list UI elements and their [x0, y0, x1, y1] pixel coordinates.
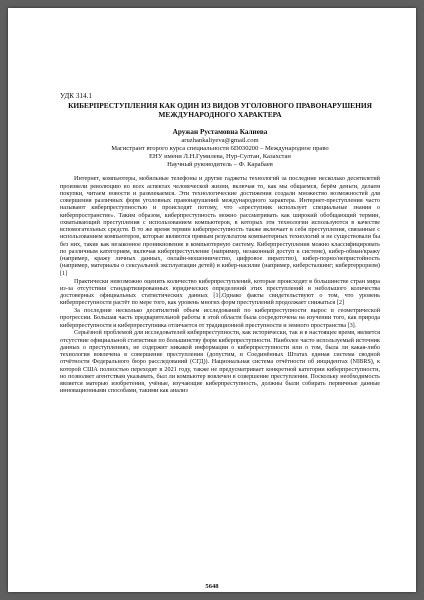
article-title: КИБЕРПРЕСТУПЛЕНИЯ КАК ОДИН ИЗ ВИДОВ УГОЛОВНОГО ПРАВОНАРУШЕНИЯ МЕЖДУНАРОДНОГО ХАРАКТЕРА [68, 101, 372, 119]
supervisor-line: Научный руководитель – Ф. Карабаев [167, 161, 273, 169]
affiliation-line-2: ЕНУ имени Л.Н.Гумилева, Нур-Султан, Казахстан [149, 153, 291, 160]
author-name: Аружан Рустамовна Калиева [172, 128, 268, 137]
article-content [60, 92, 380, 395]
document-page [8, 8, 416, 592]
page-number: 5648 [205, 583, 219, 590]
article-body [60, 175, 380, 394]
author-email: aruzhankaliyeva@gmail.com [181, 136, 259, 144]
udc-code: УДК 314.1 [60, 92, 93, 100]
paragraph-2: Практически невозможно оценить количество киберпреступлений, которые происходят в большинстве стран мира из-за отсутствия стандартизированных юридических определений этих преступлений и небольшого количества достоверных официальных статистических данных [1].Однако факты свидетельствуют о том, что уровень киберпреступности растёт по мере того, как уровень многих форм преступлений продолжает снижаться [2] [60, 277, 380, 307]
paragraph-3: За последние несколько десятилетий объем исследований по киберпреступности вырос в геометрической прогрессии. Большая часть предварительной работы в этой области была сосредоточена на изучении того, как природа киберпреступности и киберпреступника отличается от традиционной преступности и земного пространства [3]. [60, 307, 380, 329]
paragraph-1: Интернет, компьютеры, мобильные телефоны и другие гаджеты технологий за последние несколько десятилетий произвели революцию во всех аспектах человеческой жизни, включая то, как мы общаемся, берём деньги, делаем покупки, читаем новости и развлекаемся. Эти технологические достижения создали множество возможностей для совершения различных форм уголовных правонарушений международного характера. Интернет-преступления часто называют киберпреступностью и происходят потому, что «преступник использует специальные знания о киберпространстве». Таким образом, киберпреступность можно рассматривать как широкий обобщающий термин, охватывающий преступления с использованием компьютеров, в которых эти технологии используются в качестве вспомогательных средств. В то же время термин киберпреступность также включает в себя преступления, связанные с использованием компьютеров, которые являются прямым результатом компьютерных технологий и не существовали бы без них, такие как незаконное проникновение в компьютерную систему. Киберпреступления можно классифицировать по различным категориям, включая киберпреступление (например, незаконный доступ к системе), кибер-обман/кражу (например, кражу личных данных, онлайн-мошенничество, цифровое пиратство), кибер-порно/непристойность (например, материалы о сексуальной эксплуатации детей) и кибер-насилие (например, киберсталкинг; кибертерроризм) [1] [60, 175, 380, 277]
affiliation-line-1: Магистрант второго курса специальности 6D030200 – Международное право [111, 144, 329, 152]
paragraph-4: Серьёзной проблемой для исследователей киберпреступности, как исторически, так и в настоящее время, является отсутствие официальной статистики по большинству форм киберпреступности. Наиболее часто используемый источник данных о преступлениях, не содержит никакой информации о киберпреступности или о том, была ли какая-либо технология вовлечена в совершение преступления (допустим, в Соединённых Штатах единая система сводной отчётности Федерального бюро расследований (СГД)). Национальная система отчётности об инцидентах (NIBRS), к которой США полностью переходят в 2021 году, также не предусматривает конкретной категории киберпреступности, но позволяет агентствам указывать, был ли компьютер вовлечен в совершение преступления. Поскольку необходимость является матерью изобретения, учёные, изучающие киберпреступность, должны были собирать первичные данные инновационными способами, такими как анализ [60, 329, 380, 395]
